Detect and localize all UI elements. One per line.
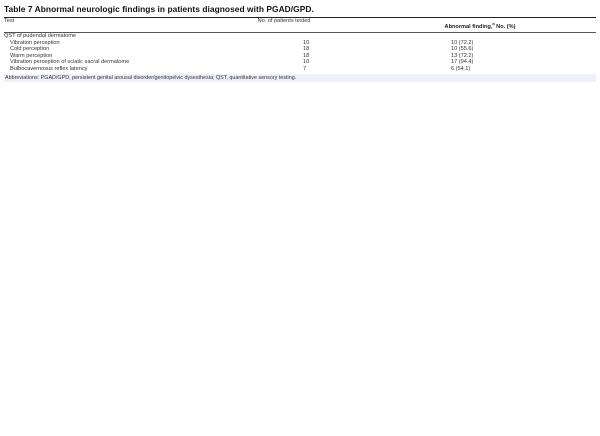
row-finding: 13 (72.2) xyxy=(451,52,474,59)
row-test: Vibration perception of sciatic sacral dermatome xyxy=(10,59,130,66)
table-row xyxy=(4,53,596,60)
row-finding: 6 (54.1) xyxy=(451,65,471,72)
section-row xyxy=(4,33,596,40)
row-test: Vibration perception xyxy=(10,39,60,46)
table-row xyxy=(4,40,596,47)
header-finding-suffix: No. (%) xyxy=(494,24,516,31)
table-row xyxy=(4,46,596,53)
row-tested: 7 xyxy=(303,65,307,72)
row-test: Cold perception xyxy=(10,46,50,53)
row-tested: 10 xyxy=(303,39,310,46)
header-finding xyxy=(364,18,596,32)
section-label: QST of pudendal dermatome xyxy=(4,33,77,39)
header-finding-superscript: a xyxy=(492,21,495,27)
row-tested: 10 xyxy=(303,59,310,66)
table-footnote: Abbreviations: PGAD/GPD, persistent genital arousal disorder/genitopelvic dysesthesia; QST, quantitative sensory testing. xyxy=(4,74,596,82)
row-tested: 18 xyxy=(303,52,310,59)
row-finding: 17 (94.4) xyxy=(451,59,474,66)
row-finding: 10 (55.6) xyxy=(451,46,474,53)
header-finding-label: Abnormal finding, xyxy=(444,24,493,31)
table-title: Table 7 Abnormal neurologic findings in patients diagnosed with PGAD/GPD. xyxy=(4,4,314,14)
header-tested: No. of patients tested xyxy=(257,18,311,24)
row-finding: 10 (72.2) xyxy=(451,39,474,46)
section-empty-cell xyxy=(210,33,370,40)
table-row xyxy=(4,59,596,66)
findings-table xyxy=(4,18,596,32)
table-row xyxy=(4,66,596,73)
row-test: Warm perception xyxy=(10,52,53,59)
row-test: Bulbocavernosus reflex latency xyxy=(10,65,88,72)
findings-table-body xyxy=(4,33,596,73)
header-row xyxy=(4,18,596,32)
header-test: Test xyxy=(4,18,15,24)
row-tested: 18 xyxy=(303,46,310,53)
table-container xyxy=(4,3,596,82)
section-empty-cell xyxy=(370,33,596,40)
